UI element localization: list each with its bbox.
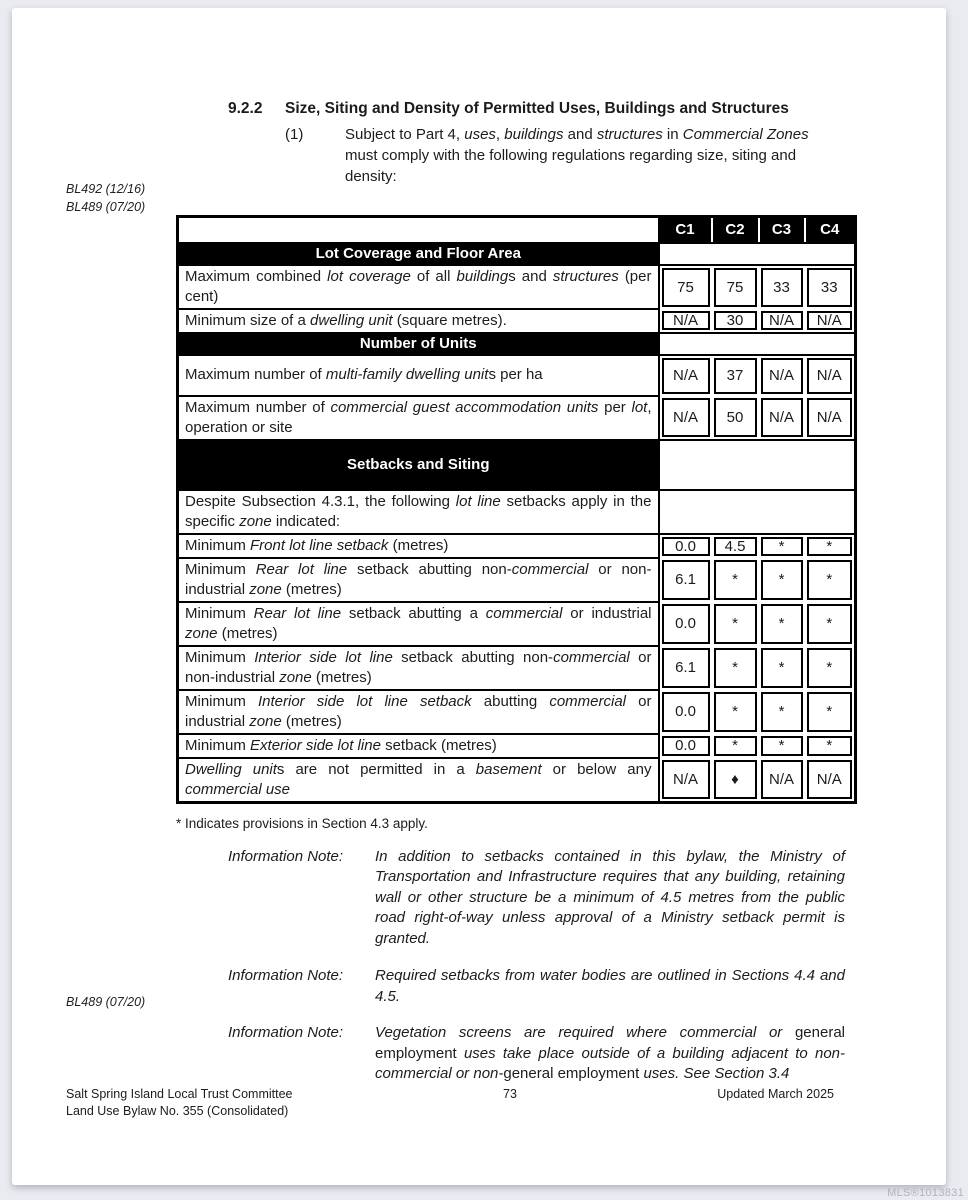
footer-org-line1: Salt Spring Island Local Trust Committee [66, 1087, 293, 1101]
value-cell: 6.1 [659, 646, 712, 690]
value-cell: * [759, 646, 805, 690]
information-note-1 [228, 847, 946, 950]
table-row [178, 558, 856, 602]
value-cell: N/A [659, 355, 712, 396]
value-cell: * [759, 558, 805, 602]
section-number: 9.2.2 [228, 100, 263, 117]
row-label: Maximum number of commercial guest accommodation units per lot, operation or site [178, 396, 659, 440]
table-row [178, 534, 856, 558]
value-cell: * [712, 734, 759, 758]
row-label: Minimum Front lot line setback (metres) [178, 534, 659, 558]
row-label: Minimum Exterior side lot line setback (metres) [178, 734, 659, 758]
amendment-note-bl489-bottom: BL489 (07/20) [66, 995, 146, 1009]
column-header-c2: C2 [712, 217, 759, 243]
amendment-note-bl489-top: BL489 (07/20) [66, 200, 146, 214]
clause-text: Subject to Part 4, uses, buildings and structures in Commercial Zones must comply with the following regulations regarding size, siting and density: [345, 126, 809, 185]
value-cell: 4.5 [712, 534, 759, 558]
amendment-note-bl492: BL492 (12/16) [66, 182, 146, 196]
page-number: 73 [503, 1087, 517, 1101]
table-row [178, 243, 856, 265]
value-cell: 37 [712, 355, 759, 396]
footer-org-line2: Land Use Bylaw No. 355 (Consolidated) [66, 1104, 289, 1118]
empty-merged-cell [659, 440, 856, 490]
document-page [12, 8, 946, 1185]
section-band: Lot Coverage and Floor Area [178, 243, 659, 265]
value-cell: N/A [759, 355, 805, 396]
value-cell: 0.0 [659, 534, 712, 558]
empty-merged-cell [659, 333, 856, 355]
table-row [178, 333, 856, 355]
information-note-label: Information Note: [228, 847, 344, 865]
value-cell: * [759, 534, 805, 558]
column-header-c3: C3 [759, 217, 805, 243]
value-cell: * [759, 734, 805, 758]
value-cell: ♦ [712, 758, 759, 803]
value-cell: N/A [759, 758, 805, 803]
page-footer [66, 1086, 834, 1120]
table-header-row [178, 217, 856, 243]
value-cell: * [712, 646, 759, 690]
value-cell: 33 [759, 265, 805, 309]
footer-updated-date: Updated March 2025 [717, 1087, 834, 1101]
column-header-c1: C1 [659, 217, 712, 243]
value-cell: 50 [712, 396, 759, 440]
value-cell: 75 [659, 265, 712, 309]
information-note-2 [228, 966, 946, 1007]
row-label: Maximum combined lot coverage of all buildings and structures (per cent) [178, 265, 659, 309]
value-cell: * [712, 558, 759, 602]
value-cell: * [805, 558, 856, 602]
scrollbar-track[interactable] [958, 0, 968, 1200]
value-cell: 0.0 [659, 734, 712, 758]
value-cell: 33 [805, 265, 856, 309]
table-row [178, 734, 856, 758]
value-cell: N/A [805, 396, 856, 440]
row-label: Minimum Rear lot line setback abutting non-commercial or non-industrial zone (metres) [178, 558, 659, 602]
table-row [178, 265, 856, 309]
value-cell: * [805, 734, 856, 758]
value-cell: N/A [659, 758, 712, 803]
footer-organization [66, 1086, 386, 1120]
mls-watermark: MLS®1013831 [887, 1187, 964, 1199]
value-cell: N/A [659, 396, 712, 440]
column-header-c4: C4 [805, 217, 856, 243]
section-band: Setbacks and Siting [178, 440, 659, 490]
row-label: Minimum Rear lot line setback abutting a commercial or industrial zone (metres) [178, 602, 659, 646]
table-row [178, 690, 856, 734]
information-note-text: Required setbacks from water bodies are outlined in Sections 4.4 and 4.5. [375, 967, 845, 1005]
row-label: Minimum Interior side lot line setback abutting non-commercial or non-industrial zone (metres) [178, 646, 659, 690]
section-band: Number of Units [178, 333, 659, 355]
empty-merged-cell [659, 490, 856, 534]
value-cell: N/A [805, 355, 856, 396]
value-cell: 0.0 [659, 602, 712, 646]
value-cell: N/A [659, 309, 712, 333]
table-row [178, 309, 856, 333]
clause-1 [285, 124, 946, 187]
table-row [178, 490, 856, 534]
table-row [178, 355, 856, 396]
table-corner-cell [178, 217, 659, 243]
table-row [178, 758, 856, 803]
value-cell: * [805, 534, 856, 558]
information-note-label: Information Note: [228, 1024, 344, 1041]
table-row [178, 396, 856, 440]
value-cell: N/A [805, 758, 856, 803]
table-row [178, 440, 856, 490]
value-cell: 0.0 [659, 690, 712, 734]
clause-number: (1) [285, 126, 304, 143]
value-cell: 30 [712, 309, 759, 333]
value-cell: 75 [712, 265, 759, 309]
value-cell: 6.1 [659, 558, 712, 602]
empty-merged-cell [659, 243, 856, 265]
row-label: Minimum Interior side lot line setback abutting commercial or industrial zone (metres) [178, 690, 659, 734]
information-note-text: Vegetation screens are required where commercial or general employment uses take place outside of a building adjacent to non-commercial or non-general employment uses. See Section 3.4 [375, 1024, 846, 1082]
value-cell: * [712, 690, 759, 734]
section-title: Size, Siting and Density of Permitted Uses, Buildings and Structures [285, 100, 789, 117]
table-footnote: * Indicates provisions in Section 4.3 apply. [176, 815, 428, 831]
value-cell: * [805, 690, 856, 734]
value-cell: N/A [759, 309, 805, 333]
regulations-table-body [178, 217, 856, 803]
value-cell: N/A [805, 309, 856, 333]
information-note-label: Information Note: [228, 967, 344, 984]
value-cell: N/A [759, 396, 805, 440]
table-row [178, 646, 856, 690]
information-note-text: In addition to setbacks contained in this bylaw, the Ministry of Transportation and Infrastructure requires that any building, retaining wall or other structure be a minimum of 4.5 metres from the public road right-of-way unless approval of a Ministry setback permit is granted. [375, 847, 845, 947]
row-label: Minimum size of a dwelling unit (square metres). [178, 309, 659, 333]
value-cell: * [805, 646, 856, 690]
regulations-table [176, 215, 857, 804]
row-label: Dwelling units are not permitted in a basement or below any commercial use [178, 758, 659, 803]
value-cell: * [805, 602, 856, 646]
value-cell: * [759, 602, 805, 646]
section-heading [228, 98, 946, 119]
row-label: Despite Subsection 4.3.1, the following lot line setbacks apply in the specific zone indicated: [178, 490, 659, 534]
table-row [178, 602, 856, 646]
information-note-3 [228, 1023, 946, 1085]
value-cell: * [712, 602, 759, 646]
row-label: Maximum number of multi-family dwelling units per ha [178, 355, 659, 396]
value-cell: * [759, 690, 805, 734]
